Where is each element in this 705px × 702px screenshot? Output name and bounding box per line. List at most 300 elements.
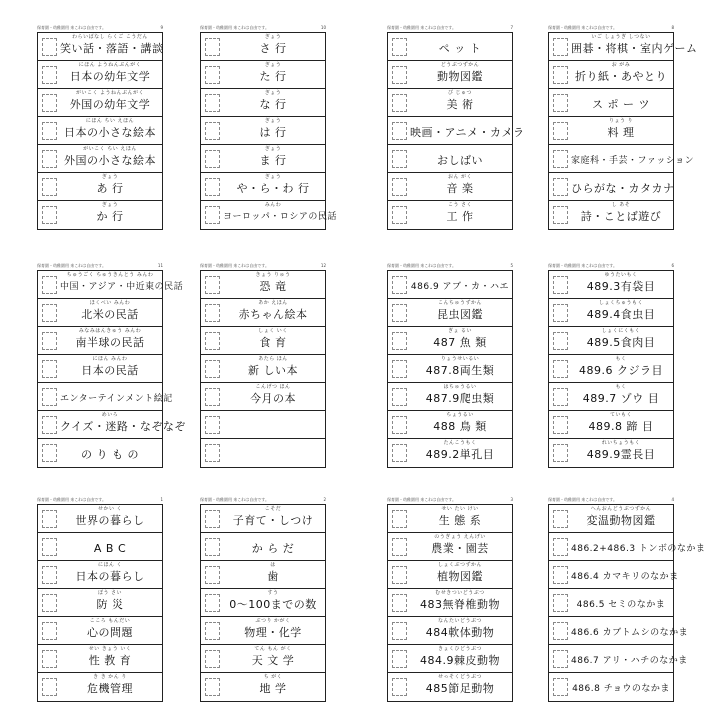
label-row xyxy=(38,561,162,589)
category-label: た 行 xyxy=(259,70,287,83)
category-label: な 行 xyxy=(259,98,287,111)
category-label: 歯 xyxy=(267,570,279,583)
furigana: ぎょう xyxy=(264,174,282,180)
category-label: 天 文 学 xyxy=(251,654,295,667)
checkbox[interactable] xyxy=(553,94,568,112)
category-label: 生 態 系 xyxy=(438,514,482,527)
checkbox[interactable] xyxy=(392,38,407,56)
label-grid xyxy=(200,270,326,468)
checkbox[interactable] xyxy=(553,304,568,322)
checkbox[interactable] xyxy=(392,332,407,350)
label-row xyxy=(38,89,162,117)
label-row xyxy=(38,411,186,439)
category-label: 危機管理 xyxy=(87,682,133,695)
category-label: 中国・アジア・中近東の民話 xyxy=(60,282,184,292)
furigana: もく xyxy=(615,356,627,362)
category-label: 笑い話・落語・講談 xyxy=(60,42,164,55)
checkbox[interactable] xyxy=(205,566,220,584)
checkbox[interactable] xyxy=(553,150,568,168)
label-row xyxy=(549,117,673,145)
category-label: 性 教 育 xyxy=(88,654,132,667)
page-number: 6 xyxy=(671,263,674,268)
label-row xyxy=(549,327,673,355)
checkbox[interactable] xyxy=(42,276,57,294)
label-row xyxy=(38,505,162,533)
category-label: 工 作 xyxy=(446,210,474,223)
card-header-text: 保育園・幼稚園用 来これは自由です。 xyxy=(37,25,106,30)
label-row xyxy=(549,411,673,439)
category-label: 物理・化学 xyxy=(244,626,302,639)
page-number: 1 xyxy=(160,497,163,502)
label-grid xyxy=(387,32,525,230)
furigana: しょくちゅうもく xyxy=(598,300,643,306)
category-label: A B C xyxy=(93,542,127,555)
category-label: 心の問題 xyxy=(87,626,133,639)
checkbox[interactable] xyxy=(392,360,407,378)
furigana: ぎょう xyxy=(101,202,119,208)
furigana: ていもく xyxy=(609,412,632,418)
checkbox[interactable] xyxy=(205,416,220,434)
label-grid xyxy=(548,270,674,468)
label-row xyxy=(388,61,512,89)
checkbox[interactable] xyxy=(42,416,57,434)
category-label: さ 行 xyxy=(259,42,287,55)
category-label: 変温動物図鑑 xyxy=(586,514,656,527)
category-label: 487.8両生類 xyxy=(425,364,495,377)
furigana: し あそ xyxy=(611,202,631,208)
category-label: 486.8 チョウのなかま xyxy=(572,684,670,694)
card-header xyxy=(387,25,513,31)
card-header xyxy=(200,25,326,31)
checkbox[interactable] xyxy=(205,678,220,696)
category-label: 今月の本 xyxy=(250,392,296,405)
checkbox[interactable] xyxy=(392,178,407,196)
label-row xyxy=(388,327,512,355)
checkbox[interactable] xyxy=(42,332,57,350)
label-grid xyxy=(200,504,326,702)
label-row xyxy=(549,561,679,589)
furigana: りょう り xyxy=(608,118,634,124)
furigana: へんおんどうぶつずかん xyxy=(590,506,652,512)
checkbox[interactable] xyxy=(42,678,57,696)
card-header xyxy=(37,263,163,269)
furigana: もく xyxy=(615,384,627,390)
checkbox[interactable] xyxy=(553,206,568,224)
furigana: たんこうもく xyxy=(443,440,477,446)
checkbox[interactable] xyxy=(205,650,220,668)
card-header-text: 保育園・幼稚園用 来これは自由です。 xyxy=(387,25,456,30)
category-label: 486.5 セミのなかま xyxy=(576,600,666,610)
furigana: れいちょうもく xyxy=(601,440,641,446)
label-row xyxy=(549,299,673,327)
category-label: 子育て・しつけ xyxy=(232,514,314,527)
furigana: てん もん がく xyxy=(254,646,292,652)
checkbox[interactable] xyxy=(42,94,57,112)
checkbox[interactable] xyxy=(553,38,568,56)
checkbox[interactable] xyxy=(392,122,407,140)
label-row xyxy=(388,411,512,439)
label-row xyxy=(38,271,184,299)
category-label: 農業・園芸 xyxy=(431,542,489,555)
category-label: 折り紙・あやとり xyxy=(575,70,667,83)
furigana: は xyxy=(270,562,276,568)
label-row xyxy=(388,439,512,467)
label-row xyxy=(201,117,325,145)
category-label: 音 楽 xyxy=(446,182,474,195)
label-row xyxy=(549,645,688,673)
label-row xyxy=(549,673,673,701)
checkbox[interactable] xyxy=(205,622,220,640)
label-row xyxy=(38,673,162,701)
category-label: 489.6 クジラ目 xyxy=(579,364,663,377)
checkbox[interactable] xyxy=(205,66,220,84)
card-header-text: 保育園・幼稚園用 来これは自由です。 xyxy=(387,263,456,268)
furigana: せい きょう いく xyxy=(88,646,132,652)
checkbox[interactable] xyxy=(205,510,220,528)
card-header xyxy=(200,263,326,269)
furigana: のうぎょう えんげい xyxy=(434,534,486,540)
checkbox[interactable] xyxy=(42,66,57,84)
checkbox[interactable] xyxy=(392,150,407,168)
checkbox[interactable] xyxy=(42,594,57,612)
label-row xyxy=(201,327,325,355)
checkbox[interactable] xyxy=(205,38,220,56)
category-label: 489.4食虫目 xyxy=(586,308,656,321)
page-number: 2 xyxy=(323,497,326,502)
checkbox[interactable] xyxy=(42,360,57,378)
card-header-text: 保育園・幼稚園用 来これは自由です。 xyxy=(548,25,617,30)
category-label: 488 鳥 類 xyxy=(433,420,487,433)
category-label: 詩・ことば遊び xyxy=(580,210,662,223)
label-row xyxy=(38,439,162,467)
furigana: ぎょ るい xyxy=(447,328,473,334)
furigana: きょう りゅう xyxy=(255,272,291,278)
category-label: 映画・アニメ・カメラ xyxy=(410,126,525,139)
card-header xyxy=(387,263,513,269)
card-header xyxy=(200,497,326,503)
label-row xyxy=(38,299,162,327)
category-label: 植物図鑑 xyxy=(437,570,483,583)
furigana: あか えほん xyxy=(258,300,288,306)
furigana: はちゅうるい xyxy=(443,384,477,390)
furigana: むせきついどうぶつ xyxy=(435,590,485,596)
furigana: しょく いく xyxy=(258,328,288,334)
category-label: 料 理 xyxy=(607,126,635,139)
category-label: 外国の幼年文学 xyxy=(69,98,151,111)
label-row xyxy=(549,589,673,617)
checkbox[interactable] xyxy=(392,416,407,434)
category-label: 487 魚 類 xyxy=(433,336,487,349)
label-row xyxy=(549,617,689,645)
furigana: なんたいどうぶつ xyxy=(437,618,482,624)
card-header-text: 保育園・幼稚園用 来これは自由です。 xyxy=(387,497,456,502)
checkbox[interactable] xyxy=(553,388,568,406)
label-row xyxy=(38,533,162,561)
label-row xyxy=(201,589,325,617)
category-label: 日本の幼年文学 xyxy=(69,70,151,83)
checkbox[interactable] xyxy=(205,304,220,322)
furigana: いご しょうぎ しつない xyxy=(591,34,651,40)
furigana: き き かん り xyxy=(93,674,127,680)
label-row xyxy=(549,505,673,533)
label-row xyxy=(201,617,325,645)
card-header-text: 保育園・幼稚園用 来これは自由です。 xyxy=(200,263,269,268)
checkbox[interactable] xyxy=(553,122,568,140)
label-row xyxy=(38,327,162,355)
card-header xyxy=(548,263,674,269)
label-row xyxy=(38,201,162,229)
checkbox[interactable] xyxy=(42,388,57,406)
category-label: ひらがな・カタカナ xyxy=(571,182,675,195)
furigana: ほくべい みんわ xyxy=(89,300,131,306)
category-label: 赤ちゃん絵本 xyxy=(238,308,308,321)
furigana: こんちゅうずかん xyxy=(437,300,482,306)
label-row xyxy=(38,645,162,673)
category-label: 囲碁・将棋・室内ゲーム xyxy=(571,42,698,55)
label-row xyxy=(38,173,162,201)
label-row xyxy=(388,617,512,645)
furigana: しょくぶつずかん xyxy=(437,562,482,568)
label-row xyxy=(388,299,512,327)
checkbox[interactable] xyxy=(205,276,220,294)
category-label: や・ら・わ 行 xyxy=(236,182,310,195)
label-row xyxy=(201,533,325,561)
checkbox[interactable] xyxy=(392,94,407,112)
label-row xyxy=(388,533,512,561)
checkbox[interactable] xyxy=(42,566,57,584)
category-label: か ら だ xyxy=(251,542,295,555)
label-row xyxy=(201,89,325,117)
page-number: 8 xyxy=(671,25,674,30)
checkbox[interactable] xyxy=(553,678,568,696)
furigana: ぎょう xyxy=(101,174,119,180)
checkbox[interactable] xyxy=(553,276,568,294)
checkbox[interactable] xyxy=(392,444,407,462)
checkbox[interactable] xyxy=(392,594,407,612)
category-label: 489.2単孔目 xyxy=(425,448,495,461)
checkbox[interactable] xyxy=(205,150,220,168)
checkbox[interactable] xyxy=(205,178,220,196)
furigana: ぼう さい xyxy=(97,590,123,596)
checkbox[interactable] xyxy=(205,360,220,378)
checkbox[interactable] xyxy=(42,538,57,556)
checkbox[interactable] xyxy=(42,38,57,56)
label-row xyxy=(201,33,325,61)
furigana: こそだ xyxy=(264,506,282,512)
label-row xyxy=(549,383,673,411)
furigana: び じゅつ xyxy=(447,90,473,96)
checkbox[interactable] xyxy=(553,66,568,84)
category-label: ま 行 xyxy=(259,154,287,167)
category-label: 0〜100までの数 xyxy=(229,598,317,611)
checkbox[interactable] xyxy=(553,360,568,378)
label-row xyxy=(388,383,512,411)
label-row xyxy=(549,33,698,61)
checkbox[interactable] xyxy=(553,510,568,528)
page-number: 10 xyxy=(320,25,326,30)
category-label: 484軟体動物 xyxy=(425,626,495,639)
card-header-text: 保育園・幼稚園用 来これは自由です。 xyxy=(37,497,106,502)
furigana: がいこく ちい えほん xyxy=(83,146,137,152)
checkbox[interactable] xyxy=(553,622,568,640)
checkbox[interactable] xyxy=(392,678,407,696)
category-label: 日本の暮らし xyxy=(75,570,145,583)
label-row xyxy=(549,89,673,117)
checkbox[interactable] xyxy=(553,650,568,668)
furigana: こう さく xyxy=(447,202,473,208)
label-row xyxy=(201,271,325,299)
checkbox[interactable] xyxy=(553,178,568,196)
page-number: 12 xyxy=(320,263,326,268)
checkbox[interactable] xyxy=(42,622,57,640)
card-header-text: 保育園・幼稚園用 来これは自由です。 xyxy=(548,263,617,268)
label-grid xyxy=(200,32,337,230)
page-number: 4 xyxy=(671,497,674,502)
category-label: 487.9爬虫類 xyxy=(425,392,495,405)
checkbox[interactable] xyxy=(42,150,57,168)
card-header xyxy=(387,497,513,503)
checkbox[interactable] xyxy=(205,388,220,406)
category-label: 地 学 xyxy=(259,682,287,695)
checkbox[interactable] xyxy=(553,538,568,556)
category-label: 南半球の民話 xyxy=(75,336,145,349)
card-header xyxy=(548,25,674,31)
furigana: がいこく ようねんぶんがく xyxy=(75,90,145,96)
label-row xyxy=(388,355,512,383)
card-header-text: 保育園・幼稚園用 来これは自由です。 xyxy=(200,25,269,30)
checkbox[interactable] xyxy=(205,122,220,140)
label-row xyxy=(388,145,512,173)
page-number: 3 xyxy=(510,497,513,502)
category-label: 北米の民話 xyxy=(81,308,139,321)
label-row xyxy=(201,383,325,411)
furigana: ぎょう xyxy=(264,62,282,68)
checkbox[interactable] xyxy=(392,388,407,406)
checkbox[interactable] xyxy=(392,566,407,584)
checkbox[interactable] xyxy=(392,206,407,224)
label-row xyxy=(38,617,162,645)
card-header xyxy=(37,497,163,503)
category-label: エンターテインメント絵記 xyxy=(60,394,173,404)
furigana: ちょうるい xyxy=(446,412,474,418)
checkbox[interactable] xyxy=(42,304,57,322)
category-label: 489.8 蹄 目 xyxy=(588,420,654,433)
label-grid xyxy=(37,32,163,230)
label-row xyxy=(388,645,512,673)
checkbox[interactable] xyxy=(205,94,220,112)
checkbox[interactable] xyxy=(42,206,57,224)
category-label: 動物図鑑 xyxy=(437,70,483,83)
category-label: 489.3有袋目 xyxy=(586,280,656,293)
checkbox[interactable] xyxy=(205,538,220,556)
label-row xyxy=(201,299,325,327)
category-label: 家庭科・手芸・ファッション xyxy=(571,156,695,166)
furigana: めいろ xyxy=(101,412,119,418)
label-row xyxy=(201,355,325,383)
label-row xyxy=(549,439,673,467)
label-row xyxy=(201,645,325,673)
checkbox[interactable] xyxy=(553,416,568,434)
checkbox[interactable] xyxy=(42,178,57,196)
checkbox[interactable] xyxy=(205,206,220,224)
category-label: 外国の小さな絵本 xyxy=(64,154,156,167)
category-label: 新 しい本 xyxy=(248,364,298,377)
checkbox[interactable] xyxy=(392,66,407,84)
checkbox[interactable] xyxy=(42,122,57,140)
category-label: は 行 xyxy=(259,126,287,139)
checkbox[interactable] xyxy=(553,332,568,350)
category-label: 489.9霊長目 xyxy=(586,448,656,461)
label-row xyxy=(388,117,525,145)
label-row xyxy=(201,439,325,467)
furigana: ち がく xyxy=(263,674,283,680)
category-label: 恐 竜 xyxy=(259,280,287,293)
checkbox[interactable] xyxy=(42,650,57,668)
label-row xyxy=(388,173,512,201)
category-label: 昆虫図鑑 xyxy=(437,308,483,321)
page-number: 9 xyxy=(160,25,163,30)
checkbox[interactable] xyxy=(392,650,407,668)
furigana: しょくにくもく xyxy=(601,328,641,334)
checkbox[interactable] xyxy=(42,444,57,462)
category-label: 486.9 アブ・カ・ハエ xyxy=(410,282,510,292)
label-row xyxy=(549,271,673,299)
furigana: ぎょう xyxy=(264,118,282,124)
category-label: 486.2+486.3 トンボのなかま xyxy=(571,544,705,554)
checkbox[interactable] xyxy=(205,444,220,462)
furigana: わらいばなし らくご こうだん xyxy=(72,34,148,40)
checkbox[interactable] xyxy=(553,566,568,584)
category-label: 美 術 xyxy=(446,98,474,111)
label-row xyxy=(38,383,173,411)
label-row xyxy=(549,173,673,201)
checkbox[interactable] xyxy=(42,510,57,528)
label-row xyxy=(388,561,512,589)
label-row xyxy=(201,673,325,701)
furigana: こころ もんだい xyxy=(89,618,131,624)
label-row xyxy=(549,533,705,561)
label-row xyxy=(549,145,695,173)
label-row xyxy=(201,145,325,173)
checkbox[interactable] xyxy=(392,538,407,556)
checkbox[interactable] xyxy=(205,332,220,350)
furigana: せかい く xyxy=(97,506,123,512)
category-label: ヨーロッパ・ロシアの民話 xyxy=(223,212,337,222)
checkbox[interactable] xyxy=(553,594,568,612)
checkbox[interactable] xyxy=(392,510,407,528)
category-label: 485節足動物 xyxy=(425,682,495,695)
checkbox[interactable] xyxy=(392,622,407,640)
checkbox[interactable] xyxy=(392,276,407,294)
category-label: ス ポ ー ツ xyxy=(592,98,650,111)
furigana: みんわ xyxy=(264,202,282,208)
furigana: にほん ちい えほん xyxy=(85,118,135,124)
checkbox[interactable] xyxy=(553,444,568,462)
category-label: 日本の民話 xyxy=(81,364,139,377)
furigana: みなみはんきゅう みんわ xyxy=(78,328,142,334)
furigana: りょうせいるい xyxy=(440,356,480,362)
card-header-text: 保育園・幼稚園用 来これは自由です。 xyxy=(37,263,106,268)
label-grid xyxy=(387,504,513,702)
checkbox[interactable] xyxy=(205,594,220,612)
checkbox[interactable] xyxy=(392,304,407,322)
category-label: 防 災 xyxy=(96,598,124,611)
card-header xyxy=(548,497,674,503)
card-header xyxy=(37,25,163,31)
label-row xyxy=(38,61,162,89)
category-label: ペ ッ ト xyxy=(438,42,482,55)
furigana: こんげつ ほん xyxy=(255,384,291,390)
